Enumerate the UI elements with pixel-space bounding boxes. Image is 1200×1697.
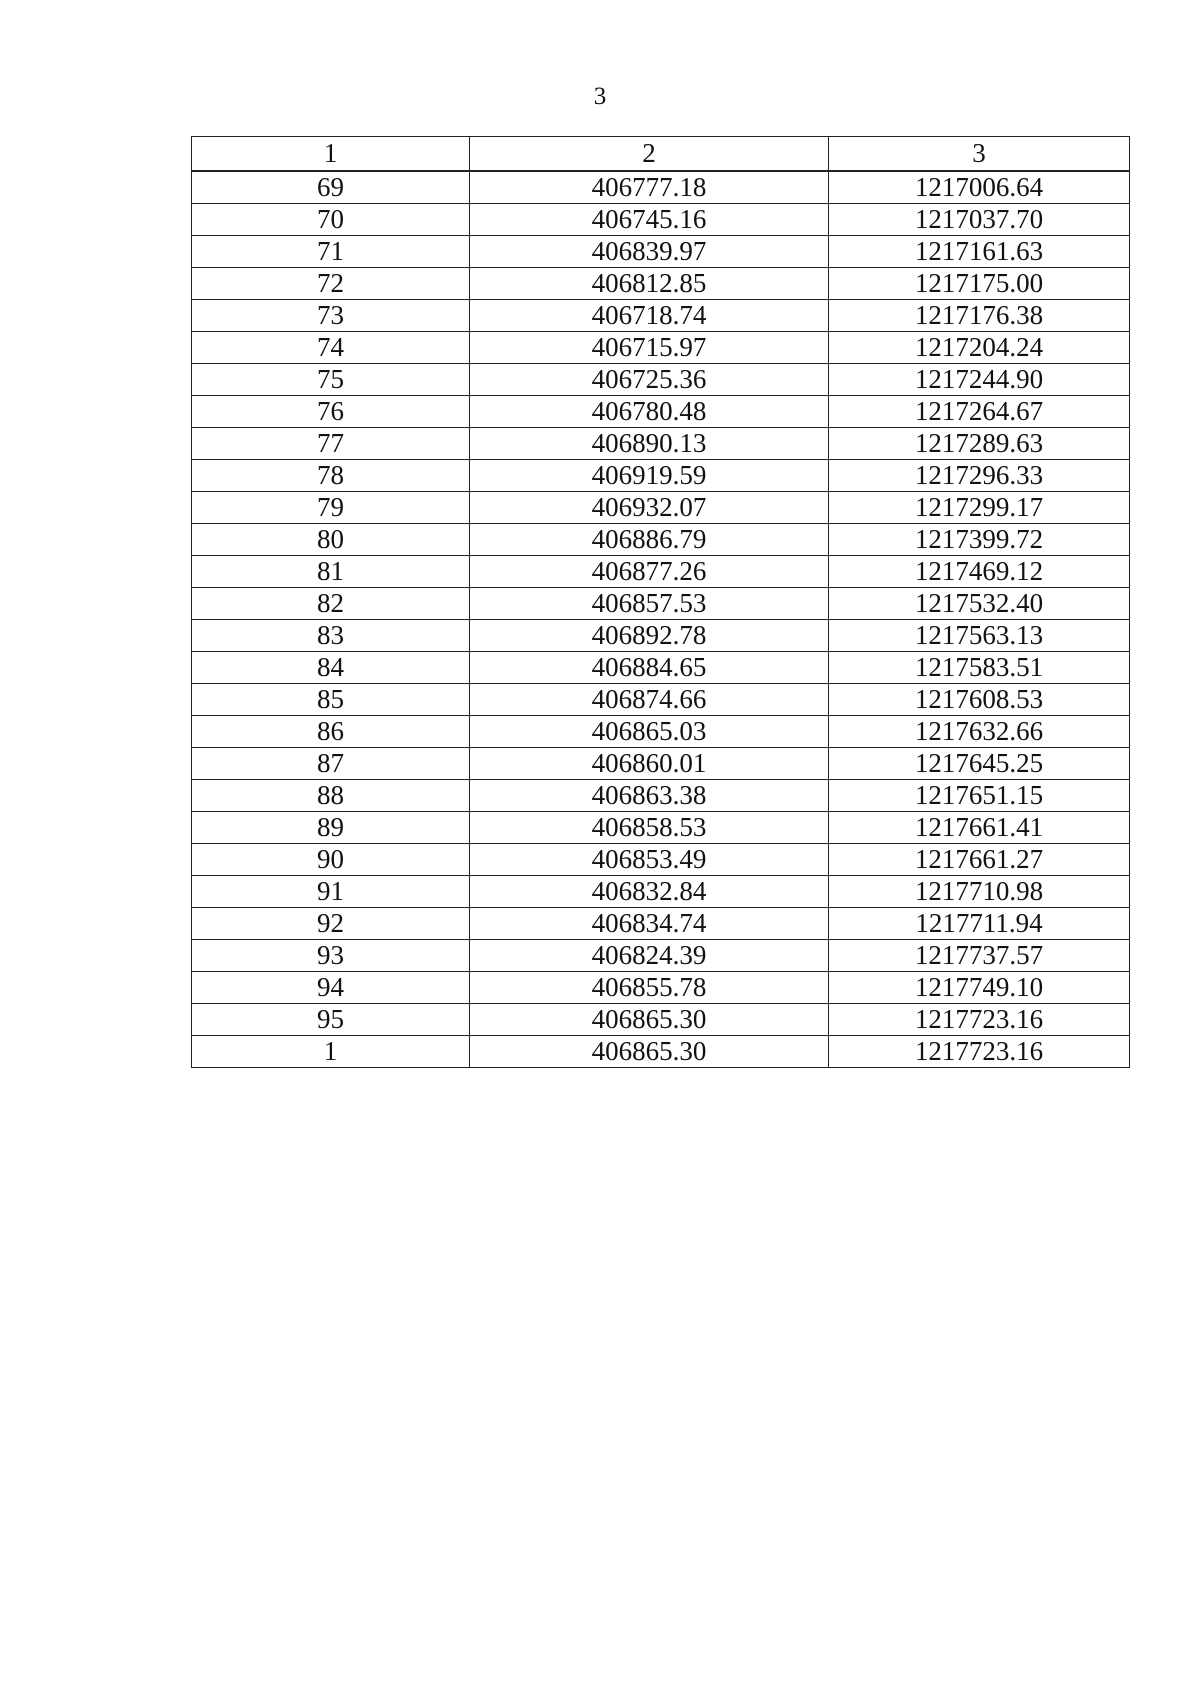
x-coordinate-cell: 406718.74 <box>470 300 829 332</box>
y-coordinate-cell: 1217563.13 <box>829 620 1130 652</box>
y-coordinate-cell: 1217399.72 <box>829 524 1130 556</box>
x-coordinate-cell: 406839.97 <box>470 236 829 268</box>
y-coordinate-cell: 1217583.51 <box>829 652 1130 684</box>
y-coordinate-cell: 1217723.16 <box>829 1036 1130 1068</box>
table-row <box>192 524 1130 556</box>
coordinates-table <box>191 136 1130 1068</box>
x-coordinate-cell: 406892.78 <box>470 620 829 652</box>
x-coordinate-cell: 406855.78 <box>470 972 829 1004</box>
x-coordinate-cell: 406874.66 <box>470 684 829 716</box>
point-number-cell: 91 <box>192 876 470 908</box>
point-number-cell: 78 <box>192 460 470 492</box>
point-number-cell: 71 <box>192 236 470 268</box>
x-coordinate-cell: 406857.53 <box>470 588 829 620</box>
table-body <box>192 137 1130 1068</box>
y-coordinate-cell: 1217711.94 <box>829 908 1130 940</box>
y-coordinate-cell: 1217264.67 <box>829 396 1130 428</box>
x-coordinate-cell: 406884.65 <box>470 652 829 684</box>
y-coordinate-cell: 1217006.64 <box>829 171 1130 204</box>
y-coordinate-cell: 1217161.63 <box>829 236 1130 268</box>
point-number-cell: 82 <box>192 588 470 620</box>
table-row <box>192 1036 1130 1068</box>
table-header-row <box>192 137 1130 172</box>
table-row <box>192 332 1130 364</box>
x-coordinate-cell: 406834.74 <box>470 908 829 940</box>
x-coordinate-cell: 406860.01 <box>470 748 829 780</box>
table-row <box>192 460 1130 492</box>
x-coordinate-cell: 406863.38 <box>470 780 829 812</box>
x-coordinate-cell: 406865.30 <box>470 1004 829 1036</box>
y-coordinate-cell: 1217289.63 <box>829 428 1130 460</box>
table-row <box>192 1004 1130 1036</box>
x-coordinate-cell: 406715.97 <box>470 332 829 364</box>
table-row <box>192 364 1130 396</box>
table-row <box>192 171 1130 204</box>
y-coordinate-cell: 1217608.53 <box>829 684 1130 716</box>
point-number-cell: 72 <box>192 268 470 300</box>
table-row <box>192 236 1130 268</box>
point-number-cell: 86 <box>192 716 470 748</box>
y-coordinate-cell: 1217661.27 <box>829 844 1130 876</box>
column-header: 3 <box>829 137 1130 172</box>
table-row <box>192 556 1130 588</box>
x-coordinate-cell: 406780.48 <box>470 396 829 428</box>
x-coordinate-cell: 406865.03 <box>470 716 829 748</box>
y-coordinate-cell: 1217737.57 <box>829 940 1130 972</box>
page-number: 3 <box>593 83 607 110</box>
y-coordinate-cell: 1217175.00 <box>829 268 1130 300</box>
x-coordinate-cell: 406858.53 <box>470 812 829 844</box>
y-coordinate-cell: 1217204.24 <box>829 332 1130 364</box>
point-number-cell: 80 <box>192 524 470 556</box>
y-coordinate-cell: 1217469.12 <box>829 556 1130 588</box>
x-coordinate-cell: 406832.84 <box>470 876 829 908</box>
point-number-cell: 90 <box>192 844 470 876</box>
table-row <box>192 652 1130 684</box>
table-row <box>192 812 1130 844</box>
point-number-cell: 84 <box>192 652 470 684</box>
y-coordinate-cell: 1217645.25 <box>829 748 1130 780</box>
x-coordinate-cell: 406725.36 <box>470 364 829 396</box>
point-number-cell: 85 <box>192 684 470 716</box>
x-coordinate-cell: 406865.30 <box>470 1036 829 1068</box>
table-row <box>192 204 1130 236</box>
point-number-cell: 95 <box>192 1004 470 1036</box>
point-number-cell: 87 <box>192 748 470 780</box>
y-coordinate-cell: 1217244.90 <box>829 364 1130 396</box>
table-row <box>192 940 1130 972</box>
point-number-cell: 92 <box>192 908 470 940</box>
table-row <box>192 492 1130 524</box>
table-row <box>192 396 1130 428</box>
y-coordinate-cell: 1217661.41 <box>829 812 1130 844</box>
point-number-cell: 69 <box>192 171 470 204</box>
table-row <box>192 972 1130 1004</box>
point-number-cell: 83 <box>192 620 470 652</box>
y-coordinate-cell: 1217299.17 <box>829 492 1130 524</box>
table-row <box>192 748 1130 780</box>
point-number-cell: 74 <box>192 332 470 364</box>
y-coordinate-cell: 1217532.40 <box>829 588 1130 620</box>
point-number-cell: 81 <box>192 556 470 588</box>
table-row <box>192 716 1130 748</box>
point-number-cell: 77 <box>192 428 470 460</box>
table-row <box>192 908 1130 940</box>
y-coordinate-cell: 1217037.70 <box>829 204 1130 236</box>
point-number-cell: 70 <box>192 204 470 236</box>
y-coordinate-cell: 1217749.10 <box>829 972 1130 1004</box>
point-number-cell: 94 <box>192 972 470 1004</box>
y-coordinate-cell: 1217296.33 <box>829 460 1130 492</box>
point-number-cell: 93 <box>192 940 470 972</box>
x-coordinate-cell: 406890.13 <box>470 428 829 460</box>
point-number-cell: 75 <box>192 364 470 396</box>
y-coordinate-cell: 1217723.16 <box>829 1004 1130 1036</box>
y-coordinate-cell: 1217710.98 <box>829 876 1130 908</box>
table-row <box>192 844 1130 876</box>
y-coordinate-cell: 1217176.38 <box>829 300 1130 332</box>
table-row <box>192 876 1130 908</box>
y-coordinate-cell: 1217651.15 <box>829 780 1130 812</box>
y-coordinate-cell: 1217632.66 <box>829 716 1130 748</box>
point-number-cell: 79 <box>192 492 470 524</box>
table-row <box>192 268 1130 300</box>
table-row <box>192 300 1130 332</box>
point-number-cell: 88 <box>192 780 470 812</box>
column-header: 2 <box>470 137 829 172</box>
x-coordinate-cell: 406812.85 <box>470 268 829 300</box>
x-coordinate-cell: 406919.59 <box>470 460 829 492</box>
point-number-cell: 73 <box>192 300 470 332</box>
x-coordinate-cell: 406745.16 <box>470 204 829 236</box>
x-coordinate-cell: 406853.49 <box>470 844 829 876</box>
point-number-cell: 76 <box>192 396 470 428</box>
x-coordinate-cell: 406824.39 <box>470 940 829 972</box>
column-header: 1 <box>192 137 470 172</box>
table-row <box>192 588 1130 620</box>
x-coordinate-cell: 406877.26 <box>470 556 829 588</box>
table-row <box>192 428 1130 460</box>
x-coordinate-cell: 406777.18 <box>470 171 829 204</box>
x-coordinate-cell: 406886.79 <box>470 524 829 556</box>
point-number-cell: 89 <box>192 812 470 844</box>
point-number-cell: 1 <box>192 1036 470 1068</box>
table-row <box>192 780 1130 812</box>
table-row <box>192 620 1130 652</box>
table-row <box>192 684 1130 716</box>
x-coordinate-cell: 406932.07 <box>470 492 829 524</box>
